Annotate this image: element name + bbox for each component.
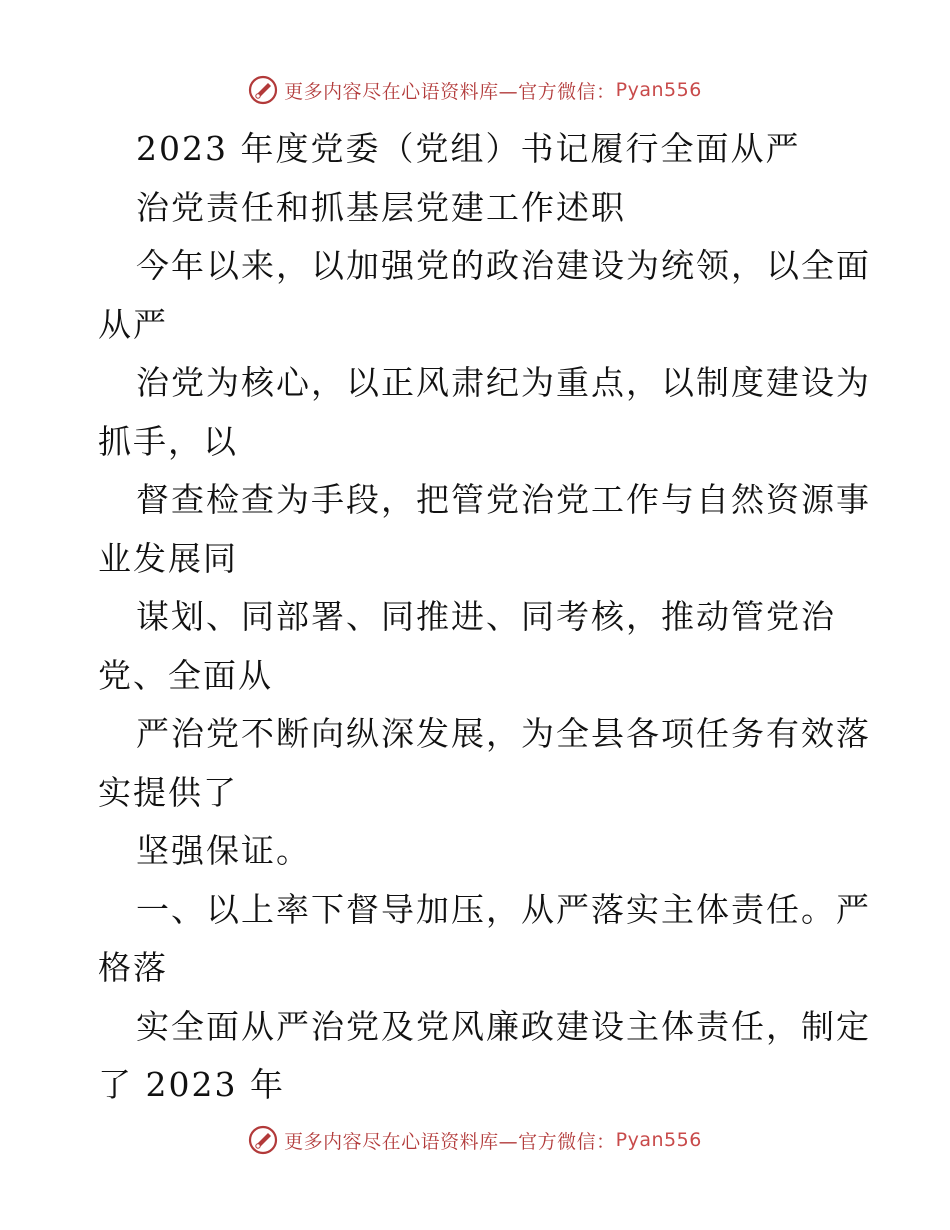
- paragraph-line: 格落: [98, 948, 168, 987]
- paragraph-line: 抓手，以: [98, 421, 238, 461]
- watermark-handle: Pyan556: [615, 1129, 702, 1151]
- brand-logo-icon: [248, 75, 278, 105]
- watermark-header: [0, 70, 950, 110]
- paragraph-line: 督查检查为手段，把管党治党工作与自然资源事: [136, 480, 871, 519]
- watermark-footer: [0, 1120, 950, 1160]
- paragraph-line: 坚强保证。: [136, 831, 311, 870]
- paragraph-line: 实提供了: [98, 772, 238, 812]
- paragraph-line: 今年以来，以加强党的政治建设为统领，以全面: [136, 246, 871, 285]
- paragraph-line: 严治党不断向纵深发展，为全县各项任务有效落: [136, 714, 871, 753]
- paragraph-line: 谋划、同部署、同推进、同考核，推动管党治: [136, 597, 836, 636]
- paragraph-line: 业发展同: [98, 538, 238, 578]
- watermark-brand-text: 更多内容尽在心语资料库—官方微信：: [284, 1130, 616, 1153]
- title-line-2: 治党责任和抓基层党建工作述职: [136, 187, 626, 227]
- paragraph-line: 党、全面从: [98, 655, 273, 695]
- paragraph-line: 了 2023 年: [98, 1065, 285, 1104]
- section-heading-line: 一、以上率下督导加压，从严落实主体责任。严: [136, 889, 871, 929]
- paragraph-line: 治党为核心，以正风肃纪为重点，以制度建设为: [136, 363, 871, 402]
- brand-logo-icon: [248, 1125, 278, 1155]
- title-line-1: 2023 年度党委（党组）书记履行全面从严: [136, 129, 801, 168]
- paragraph-line: 实全面从严治党及党风廉政建设主体责任，制定: [136, 1006, 871, 1046]
- paragraph-line: 从严: [98, 304, 168, 344]
- watermark-handle: Pyan556: [615, 79, 702, 101]
- document-body: [98, 120, 871, 1115]
- watermark-brand-text: 更多内容尽在心语资料库—官方微信：: [284, 80, 616, 103]
